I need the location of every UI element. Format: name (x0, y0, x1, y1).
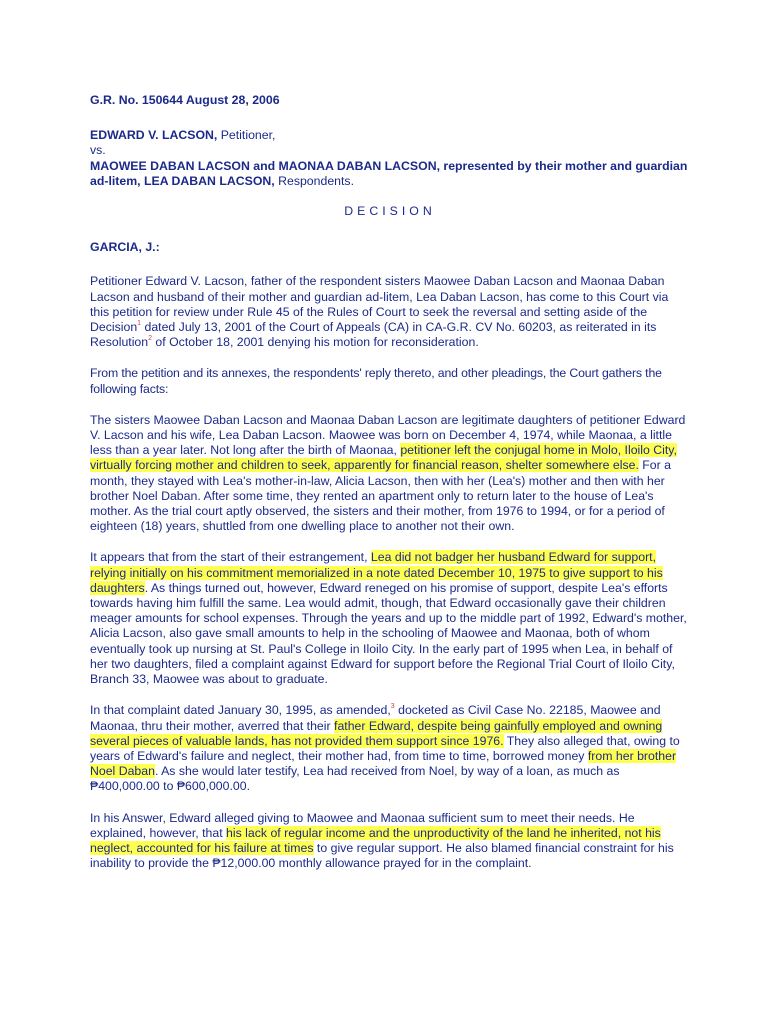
highlighted-text: from her brother Noel Daban (90, 748, 677, 779)
paragraph-text: to give regular support. He also blamed financial constraint for his inability to provide the ₱12,000.00 monthly allowance prayed for in the complaint. (90, 840, 674, 871)
ponente-title: J.: (141, 240, 160, 255)
petitioner-line (90, 128, 690, 143)
paragraph-text: In that complaint dated January 30, 1995, as amended, (90, 703, 391, 718)
petitioner-role: Petitioner, (217, 128, 276, 143)
paragraph-4 (90, 550, 690, 687)
paragraph-text: It appears that from the start of their estrangement, (90, 550, 371, 565)
paragraph-text: of October 18, 2001 denying his motion for reconsideration. (152, 335, 479, 350)
ponente (90, 240, 690, 255)
paragraph-text: For a month, they stayed with Lea's mother-in-law, Alicia Lacson, then with her (Lea's) mother and then with her brother Noel Daban. After some time, they rented an apartment only to return later to the house of Lea's mother. As the trial court aptly observed, the sisters and their mother, from 1976 to 1994, or for a period of eighteen (18) years, shuttled from one dwelling place to another not their own. (90, 458, 671, 534)
paragraph-2: From the petition and its annexes, the respondents' reply thereto, and other pleadings, the Court gathers the following facts: (90, 366, 662, 396)
paragraph-text: The sisters Maowee Daban Lacson and Maonaa Daban Lacson are legitimate daughters of petitioner Edward V. Lacson and his wife, Lea Daban Lacson. Maowee was born on December 4, 1974, while Maonaa, a little less than a year later. Not long after the birth of Maonaa, (90, 412, 686, 458)
paragraph-text: docketed as Civil Case No. 22185, Maowee and Maonaa, thru their mother, averred that their (90, 703, 661, 733)
case-caption (90, 128, 690, 189)
paragraph-text: In his Answer, Edward alleged giving to Maowee and Maonaa sufficient sum to meet their needs. He explained, however, that (90, 810, 635, 840)
decision-heading: DECISION (344, 204, 436, 219)
paragraph-5 (90, 703, 690, 794)
petitioner-name: EDWARD V. LACSON, (90, 128, 218, 143)
respondents-line (90, 159, 690, 189)
footnote-ref-2[interactable]: 2 (148, 335, 153, 343)
respondents-role: Respondents. (274, 173, 354, 188)
paragraph-text: . As things turned out, however, Edward reneged on his promise of support, despite Lea's efforts towards having him fulfill the same. Lea would admit, though, that Edward occasionally gave their children meager amounts for school expenses. Through the years and up to the middle part of 1992, Edward's mother, Alicia Lacson, also gave small amounts to help in the schooling of Maowee and Maonaa, both of whom eventually took up nursing at St. Paul's College in Iloilo City. In the early part of 1995 when Lea, in behalf of her two daughters, filed a complaint against Edward for support before the Regional Trial Court of Iloilo City, Branch 33, Maowee was about to graduate. (90, 580, 687, 687)
paragraph-text: Petitioner Edward V. Lacson, father of the respondent sisters Maowee Daban Lacson and Maonaa Daban Lacson and husband of their mother and guardian ad-litem, Lea Daban Lacson, has come to this Court via this petition for review under Rule 45 of the Rules of Court to seek the reversal and setting aside of the Decision (90, 274, 669, 335)
paragraph-text: . As she would later testify, Lea had received from Noel, by way of a loan, as much as ₱400,000.00 to ₱600,000.00. (90, 764, 620, 794)
highlighted-text: petitioner left the conjugal home in Molo, Iloilo City, virtually forcing mother and children to seek, apparently for financial reason, shelter somewhere else. (90, 443, 677, 473)
footnote-ref-3[interactable]: 3 (390, 703, 395, 711)
versus: vs. (90, 143, 106, 158)
ponente-name: GARCIA, (90, 240, 142, 255)
paragraph-text: dated July 13, 2001 of the Court of Appeals (CA) in CA-G.R. CV No. 60203, as reiterated in its Resolution (90, 320, 657, 350)
decision-document (90, 93, 690, 887)
paragraph-1 (90, 274, 690, 350)
paragraph-3 (90, 413, 690, 535)
case-number: G.R. No. 150644 August 28, 2006 (90, 93, 280, 107)
paragraph-6 (90, 811, 690, 872)
highlighted-text: Lea did not badger her husband Edward for support, relying initially on his commitment memorialized in a note dated December 10, 1975 to give support to his daughters (90, 550, 663, 595)
respondents-names: MAOWEE DABAN LACSON and MAONAA DABAN LACSON, represented by their mother and guardian ad-litem, LEA DABAN LACSON, (90, 158, 688, 188)
paragraph-text: They also alleged that, owing to years of Edward's failure and neglect, their mother had, from time to time, borrowed money (90, 733, 680, 763)
highlighted-text: his lack of regular income and the unproductivity of the land he inherited, not his neglect, accounted for his failure at times (90, 825, 661, 855)
footnote-ref-1[interactable]: 1 (137, 320, 142, 328)
highlighted-text: father Edward, despite being gainfully employed and owning several pieces of valuable lands, has not provided them support since 1976. (90, 718, 663, 748)
